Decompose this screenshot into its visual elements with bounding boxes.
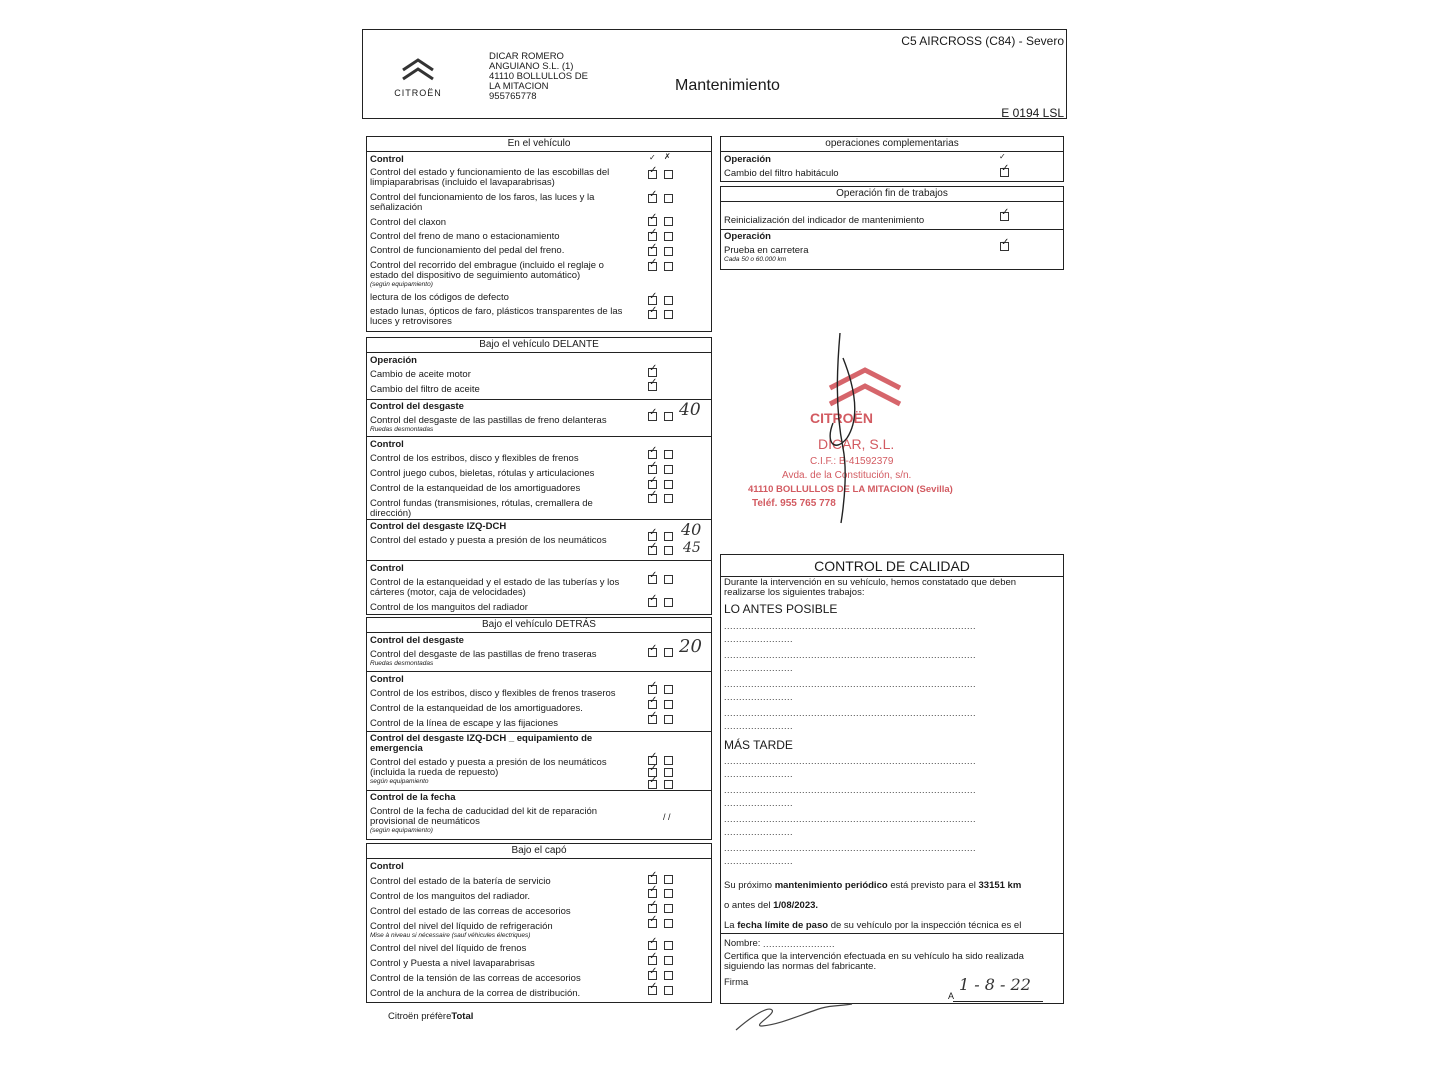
expiry-date-slashes: / / — [663, 812, 671, 822]
asap-line: .................................................................................... — [724, 650, 977, 660]
stamp-name: DICAR, S.L. — [818, 436, 895, 452]
ko-checkbox[interactable] — [664, 232, 673, 241]
operation-item: Cambio de aceite motor — [370, 369, 471, 380]
section-fin-de-trabajos — [720, 186, 1064, 270]
check-tick-icon: ✓ — [649, 884, 658, 895]
later-line: ....................... — [724, 827, 794, 837]
ko-checkbox[interactable] — [664, 170, 673, 179]
asap-line: ....................... — [724, 634, 794, 644]
check-tick-icon: ✓ — [649, 775, 658, 786]
firma-label: Firma — [724, 977, 749, 988]
check-tick-icon: ✓ — [649, 257, 658, 268]
check-tick-icon: ✓ — [649, 377, 658, 388]
asap-line: .................................................................................... — [724, 621, 977, 631]
dealer-line: 955765778 — [489, 91, 537, 102]
itv-post: de su vehículo por la inspección técnica es el — [830, 920, 1022, 931]
operation-note: Cada 50 o 60.000 km — [724, 256, 787, 263]
asap-line: ....................... — [724, 692, 794, 702]
section-title: Operación fin de trabajos — [721, 187, 1063, 202]
check-item: Control de la línea de escape y las fijaciones — [370, 718, 559, 729]
section-title: operaciones complementarias — [721, 137, 1063, 152]
ko-checkbox[interactable] — [664, 296, 673, 305]
ko-checkbox[interactable] — [664, 262, 673, 271]
ko-checkbox[interactable] — [664, 546, 673, 555]
next-service-date-value: 1/08/2023. — [773, 900, 819, 911]
check-tick-icon: ✓ — [649, 489, 658, 500]
check-tick-icon: ✓ — [649, 710, 658, 721]
check-tick-icon: ✓ — [649, 966, 658, 977]
stamp-phone: Teléf. 955 765 778 — [752, 498, 836, 509]
ko-checkbox[interactable] — [664, 194, 673, 203]
itv-pre: La — [724, 920, 735, 931]
dealer-line: ANGUIANO S.L. (1) — [489, 61, 574, 72]
check-tick-icon: ✓ — [649, 189, 658, 200]
ko-checkbox[interactable] — [664, 700, 673, 709]
item-note: (según equipamiento) — [370, 281, 433, 288]
ko-checkbox[interactable] — [664, 956, 673, 965]
check-item: Control de los estribos, disco y flexibles de frenos traseros — [370, 688, 616, 699]
ko-checkbox[interactable] — [664, 715, 673, 724]
check-tick-icon: ✓ — [649, 165, 658, 176]
wear-note: Ruedas desmontadas — [370, 660, 434, 667]
dealer-line: 41110 BOLLULLOS DE — [489, 71, 588, 82]
header-box — [362, 29, 1067, 119]
rear-pad-wear-value: 20 — [679, 636, 702, 657]
asap-line: .................................................................................... — [724, 679, 977, 689]
operation-item: Cambio del filtro habitáculo — [724, 168, 839, 179]
dealer-line: DICAR ROMERO — [489, 51, 564, 62]
check-tick-icon: ✓ — [649, 407, 658, 418]
control-head: Control — [370, 563, 404, 574]
front-tyre-wear-right: 45 — [683, 540, 701, 556]
tyre-item: Control del estado y puesta a presión de los neumáticos (incluida la rueda de repuesto) — [370, 757, 607, 778]
check-item: Control del claxon — [370, 217, 447, 228]
itv-deadline — [724, 920, 1021, 931]
check-item: Control fundas (transmisiones, rótulas, cremallera de dirección) — [370, 498, 593, 519]
date-head: Control de la fecha — [370, 792, 456, 803]
check-item: Control del estado de la batería de servicio — [370, 876, 551, 887]
check-item: Control del estado y funcionamiento de las escobillas del limpiaparabrisas (incluido el lavaparabrisas) — [370, 167, 610, 188]
check-item: Control de la estanqueidad de los amortiguadores — [370, 483, 581, 494]
check-item: Control de los estribos, disco y flexibles de frenos — [370, 453, 579, 464]
check-tick-icon: ✓ — [649, 951, 658, 962]
check-item: Control de la estanqueidad de los amortiguadores. — [370, 703, 583, 714]
section-title: Bajo el capó — [367, 844, 711, 859]
ok-column-header: ✓ — [649, 153, 656, 162]
section-detras — [366, 617, 712, 840]
asap-line: .................................................................................... — [724, 708, 977, 718]
check-tick-icon: ✓ — [1001, 237, 1010, 248]
ko-checkbox[interactable] — [664, 904, 673, 913]
check-item: Control de la estanqueidad y el estado de las tuberías y los cárteres (motor, caja de velocidades) — [370, 577, 620, 598]
check-item: Control y Puesta a nivel lavaparabrisas — [370, 958, 535, 969]
operation-head: Operación — [370, 355, 417, 366]
front-pad-wear-value: 40 — [679, 400, 701, 420]
ko-checkbox[interactable] — [664, 247, 673, 256]
ko-checkbox[interactable] — [664, 465, 673, 474]
check-item: Control de la tensión de las correas de accesorios — [370, 973, 581, 984]
check-tick-icon: ✓ — [649, 242, 658, 253]
operation-item: Reinicialización del indicador de mantenimiento — [724, 215, 925, 226]
ko-checkbox[interactable] — [664, 986, 673, 995]
check-item: Control del nivel del líquido de refrigeración — [370, 921, 553, 932]
check-tick-icon: ✓ — [649, 870, 658, 881]
ko-checkbox[interactable] — [664, 768, 673, 777]
asap-line: ....................... — [724, 663, 794, 673]
check-item: Control de los manguitos del radiador. — [370, 891, 531, 902]
next-service-date-pre: o antes del — [724, 900, 771, 911]
check-tick-icon: ✓ — [649, 460, 658, 471]
tyre-head: Control del desgaste IZQ-DCH — [370, 521, 507, 532]
control-head: Control — [370, 154, 404, 165]
stamp-city: 41110 BOLLULLOS DE LA MITACION (Sevilla) — [748, 484, 953, 495]
check-tick-icon: ✓ — [649, 593, 658, 604]
check-item: Control juego cubos, bieletas, rótulas y articulaciones — [370, 468, 595, 479]
check-tick-icon: ✓ — [649, 981, 658, 992]
operation-head: Operación — [724, 231, 771, 242]
footer-brand — [388, 1011, 473, 1022]
check-tick-icon: ✓ — [649, 212, 658, 223]
check-tick-icon: ✓ — [649, 291, 658, 302]
section-title: En el vehículo — [367, 137, 711, 152]
check-item: Control de funcionamiento del pedal del freno. — [370, 245, 565, 256]
tyre-item: Control del estado y puesta a presión de los neumáticos — [370, 535, 607, 546]
check-tick-icon: ✓ — [649, 445, 658, 456]
later-line: .................................................................................... — [724, 814, 977, 824]
front-tyre-wear-left: 40 — [681, 520, 702, 539]
ko-checkbox[interactable] — [664, 575, 673, 584]
check-tick-icon: ✓ — [649, 643, 658, 654]
dealer-line: LA MITACION — [489, 81, 549, 92]
ko-checkbox[interactable] — [664, 941, 673, 950]
check-tick-icon: ✓ — [649, 363, 658, 374]
check-item: Control del estado de las correas de accesorios — [370, 906, 571, 917]
ko-checkbox[interactable] — [664, 889, 673, 898]
itv-bold1: fecha — [737, 920, 763, 931]
dealer-address — [489, 52, 588, 102]
ko-checkbox[interactable] — [664, 685, 673, 694]
wear-item: Control del desgaste de las pastillas de freno traseras — [370, 649, 597, 660]
ko-checkbox[interactable] — [664, 780, 673, 789]
check-tick-icon: ✓ — [649, 751, 658, 762]
check-tick-icon: ✓ — [649, 305, 658, 316]
check-tick-icon: ✓ — [649, 763, 658, 774]
later-line: .................................................................................... — [724, 756, 977, 766]
next-service-km: 33151 km — [978, 880, 1022, 891]
ok-column-header: ✓ — [999, 152, 1006, 161]
later-line: ....................... — [724, 856, 794, 866]
name-line: ........................ — [763, 939, 836, 949]
date-item: Control de la fecha de caducidad del kit de reparación provisional de neumáticos — [370, 806, 598, 827]
certify-text: Certifica que la intervención efectuada en su vehículo ha sido realizada siguiendo las normas del fabricante. — [724, 951, 1024, 972]
later-line: .................................................................................... — [724, 843, 977, 853]
check-tick-icon: ✓ — [649, 695, 658, 706]
citroen-logo — [383, 48, 453, 100]
check-tick-icon: ✓ — [649, 570, 658, 581]
handwritten-date: 1 - 8 - 22 — [959, 975, 1031, 994]
check-tick-icon: ✓ — [649, 227, 658, 238]
asap-line: ....................... — [724, 721, 794, 731]
quality-intro: Durante la intervención en su vehículo, hemos constatado que deben realizarse los siguientes trabajos: — [724, 577, 1017, 598]
next-service-bold: mantenimiento periódico — [774, 880, 888, 891]
wear-item: Control del desgaste de las pastillas de freno delanteras — [370, 415, 607, 426]
check-tick-icon: ✓ — [649, 475, 658, 486]
ko-checkbox[interactable] — [664, 480, 673, 489]
ko-checkbox[interactable] — [664, 494, 673, 503]
check-item: Control del nivel del líquido de frenos — [370, 943, 527, 954]
ko-checkbox[interactable] — [664, 532, 673, 541]
operation-head: Operación — [724, 154, 771, 165]
ko-checkbox[interactable] — [664, 217, 673, 226]
next-service — [724, 880, 1021, 891]
later-label: MÁS TARDE — [724, 738, 793, 752]
section-en-el-vehiculo — [366, 136, 712, 332]
footer-prefix: Citroën préfère — [388, 1011, 452, 1022]
section-delante — [366, 337, 712, 615]
ko-checkbox[interactable] — [664, 412, 673, 421]
check-item: Control de la anchura de la correa de distribución. — [370, 988, 581, 999]
check-item: Control del funcionamiento de los faros, las luces y la señalización — [370, 192, 595, 213]
vehicle-model: C5 AIRCROSS (C84) - Severo — [901, 34, 1064, 48]
check-tick-icon: ✓ — [1001, 163, 1010, 174]
check-tick-icon: ✓ — [649, 541, 658, 552]
tyre-head: Control del desgaste IZQ-DCH _ equipamiento de emergencia — [370, 733, 593, 754]
stamp-address: Avda. de la Constitución, s/n. — [782, 470, 912, 481]
ko-checkbox[interactable] — [664, 971, 673, 980]
later-line: .................................................................................... — [724, 785, 977, 795]
check-tick-icon: ✓ — [649, 914, 658, 925]
itv-bold2: límite de paso — [764, 920, 829, 931]
ko-checkbox[interactable] — [664, 875, 673, 884]
check-tick-icon: ✓ — [649, 680, 658, 691]
check-tick-icon: ✓ — [1001, 207, 1010, 218]
check-item: Control de los manguitos del radiador — [370, 602, 528, 613]
section-control-calidad — [720, 554, 1064, 1004]
section-bajo-el-capo — [366, 843, 712, 1003]
tyre-note: según equipamiento — [370, 778, 429, 785]
quality-title: CONTROL DE CALIDAD — [814, 558, 970, 574]
check-tick-icon: ✓ — [649, 936, 658, 947]
section-title: Bajo el vehículo DETRÁS — [367, 618, 711, 633]
check-item: lectura de los códigos de defecto — [370, 292, 509, 303]
wear-note: Ruedas desmontadas — [370, 426, 434, 433]
ko-checkbox[interactable] — [664, 919, 673, 928]
check-tick-icon: ✓ — [649, 527, 658, 538]
control-head: Control — [370, 674, 404, 685]
page-title: Mantenimiento — [675, 77, 780, 94]
next-service-mid: está previsto para el — [890, 880, 976, 891]
wear-head: Control del desgaste — [370, 401, 464, 412]
check-item: Control del freno de mano o estacionamiento — [370, 231, 560, 242]
name-label: Nombre: — [724, 938, 761, 949]
check-tick-icon: ✓ — [649, 899, 658, 910]
section-complementarias — [720, 136, 1064, 182]
firma-signature — [732, 996, 872, 1036]
footer-total: Total — [451, 1011, 474, 1022]
document-code: E 0194 LSL — [1001, 106, 1064, 120]
asap-label: LO ANTES POSIBLE — [724, 602, 838, 616]
ko-column-header: ✗ — [664, 152, 671, 161]
handwritten-signature — [815, 328, 885, 528]
check-item: estado lunas, ópticos de faro, plásticos transparentes de las luces y retrovisores — [370, 306, 623, 327]
ko-checkbox[interactable] — [664, 648, 673, 657]
next-service-date — [724, 900, 818, 911]
wear-head: Control del desgaste — [370, 635, 464, 646]
stamp-brand: CITROËN — [810, 410, 873, 426]
control-head: Control — [370, 439, 404, 450]
date-prefix: A — [948, 991, 955, 1001]
ko-checkbox[interactable] — [664, 310, 673, 319]
check-item: Control del recorrido del embrague (incluido el reglaje o estado del dispositivo de seguimiento automático) — [370, 260, 604, 281]
later-line: ....................... — [724, 769, 794, 779]
date-note: (según equipamiento) — [370, 827, 433, 834]
later-line: ....................... — [724, 798, 794, 808]
operation-item: Prueba en carretera — [724, 245, 809, 256]
next-service-pre: Su próximo — [724, 880, 773, 891]
ko-checkbox[interactable] — [664, 450, 673, 459]
control-head: Control — [370, 861, 404, 872]
ko-checkbox[interactable] — [664, 598, 673, 607]
section-title: Bajo el vehículo DELANTE — [367, 338, 711, 353]
item-note: Mise à niveau si nécessaire (sauf véhicules électriques) — [370, 932, 531, 939]
operation-item: Cambio del filtro de aceite — [370, 384, 480, 395]
brand-wordmark: CITROËN — [394, 88, 442, 98]
stamp-cif: C.I.F.: B-41592379 — [810, 456, 894, 467]
ko-checkbox[interactable] — [664, 756, 673, 765]
